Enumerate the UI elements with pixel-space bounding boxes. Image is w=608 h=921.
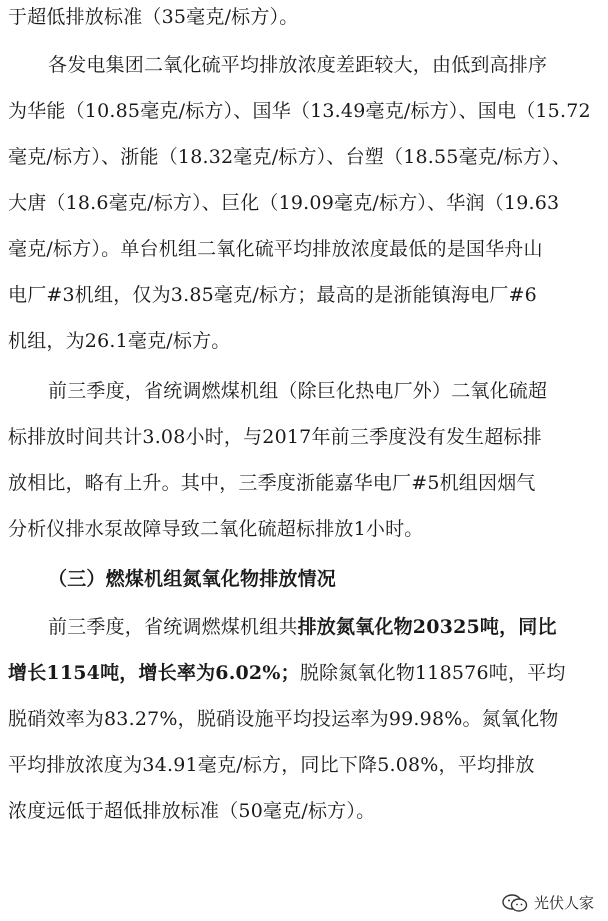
paragraph-line: 电厂#3机组，仅为3.85毫克/标方；最高的是浙能镇海电厂#6 <box>8 284 537 306</box>
paragraph-line: 放相比，略有上升。其中，三季度浙能嘉华电厂#5机组因烟气 <box>8 472 536 494</box>
watermark-label: 光伏人家 <box>533 894 594 912</box>
bold-text-run: 排放氮氧化物20325吨，同比 <box>297 616 557 638</box>
paragraph-line: 大唐（18.6毫克/标方）、巨化（19.09毫克/标方）、华润（19.63 <box>8 192 560 214</box>
paragraph-line: 于超低排放标准（35毫克/标方）。 <box>8 6 299 28</box>
paragraph-line: 前三季度，省统调燃煤机组（除巨化热电厂外）二氧化硫超 <box>48 380 548 402</box>
text-run: 前三季度，省统调燃煤机组共 <box>48 616 298 638</box>
paragraph-line: 分析仪排水泵故障导致二氧化硫超标排放1小时。 <box>8 518 424 540</box>
watermark <box>502 892 594 913</box>
bold-text-run: 增长1154吨，增长率为6.02%； <box>8 662 300 684</box>
paragraph-line: 浓度远低于超低排放标准（50毫克/标方）。 <box>8 800 376 822</box>
section-heading: （三）燃煤机组氮氧化物排放情况 <box>48 568 337 590</box>
paragraph-line <box>8 658 608 688</box>
paragraph-line: 脱硝效率为83.27%，脱硝设施平均投运率为99.98%。氮氧化物 <box>8 708 559 730</box>
paragraph-line: 毫克/标方）。单台机组二氧化硫平均排放浓度最低的是国华舟山 <box>8 238 543 260</box>
text-run: 脱除氮氧化物118576吨，平均 <box>299 662 566 684</box>
paragraph-line: 标排放时间共计3.08小时，与2017年前三季度没有发生超标排 <box>8 426 542 448</box>
paragraph-line <box>48 612 608 642</box>
paragraph-line: 机组，为26.1毫克/标方。 <box>8 330 231 352</box>
wechat-icon <box>502 893 528 913</box>
paragraph-line: 毫克/标方）、浙能（18.32毫克/标方）、台塑（18.55毫克/标方）、 <box>8 146 571 168</box>
paragraph-line: 为华能（10.85毫克/标方）、国华（13.49毫克/标方）、国电（15.72 <box>8 100 591 122</box>
paragraph-line: 平均排放浓度为34.91毫克/标方，同比下降5.08%，平均排放 <box>8 754 535 776</box>
paragraph-line: 各发电集团二氧化硫平均排放浓度差距较大，由低到高排序 <box>48 54 548 76</box>
